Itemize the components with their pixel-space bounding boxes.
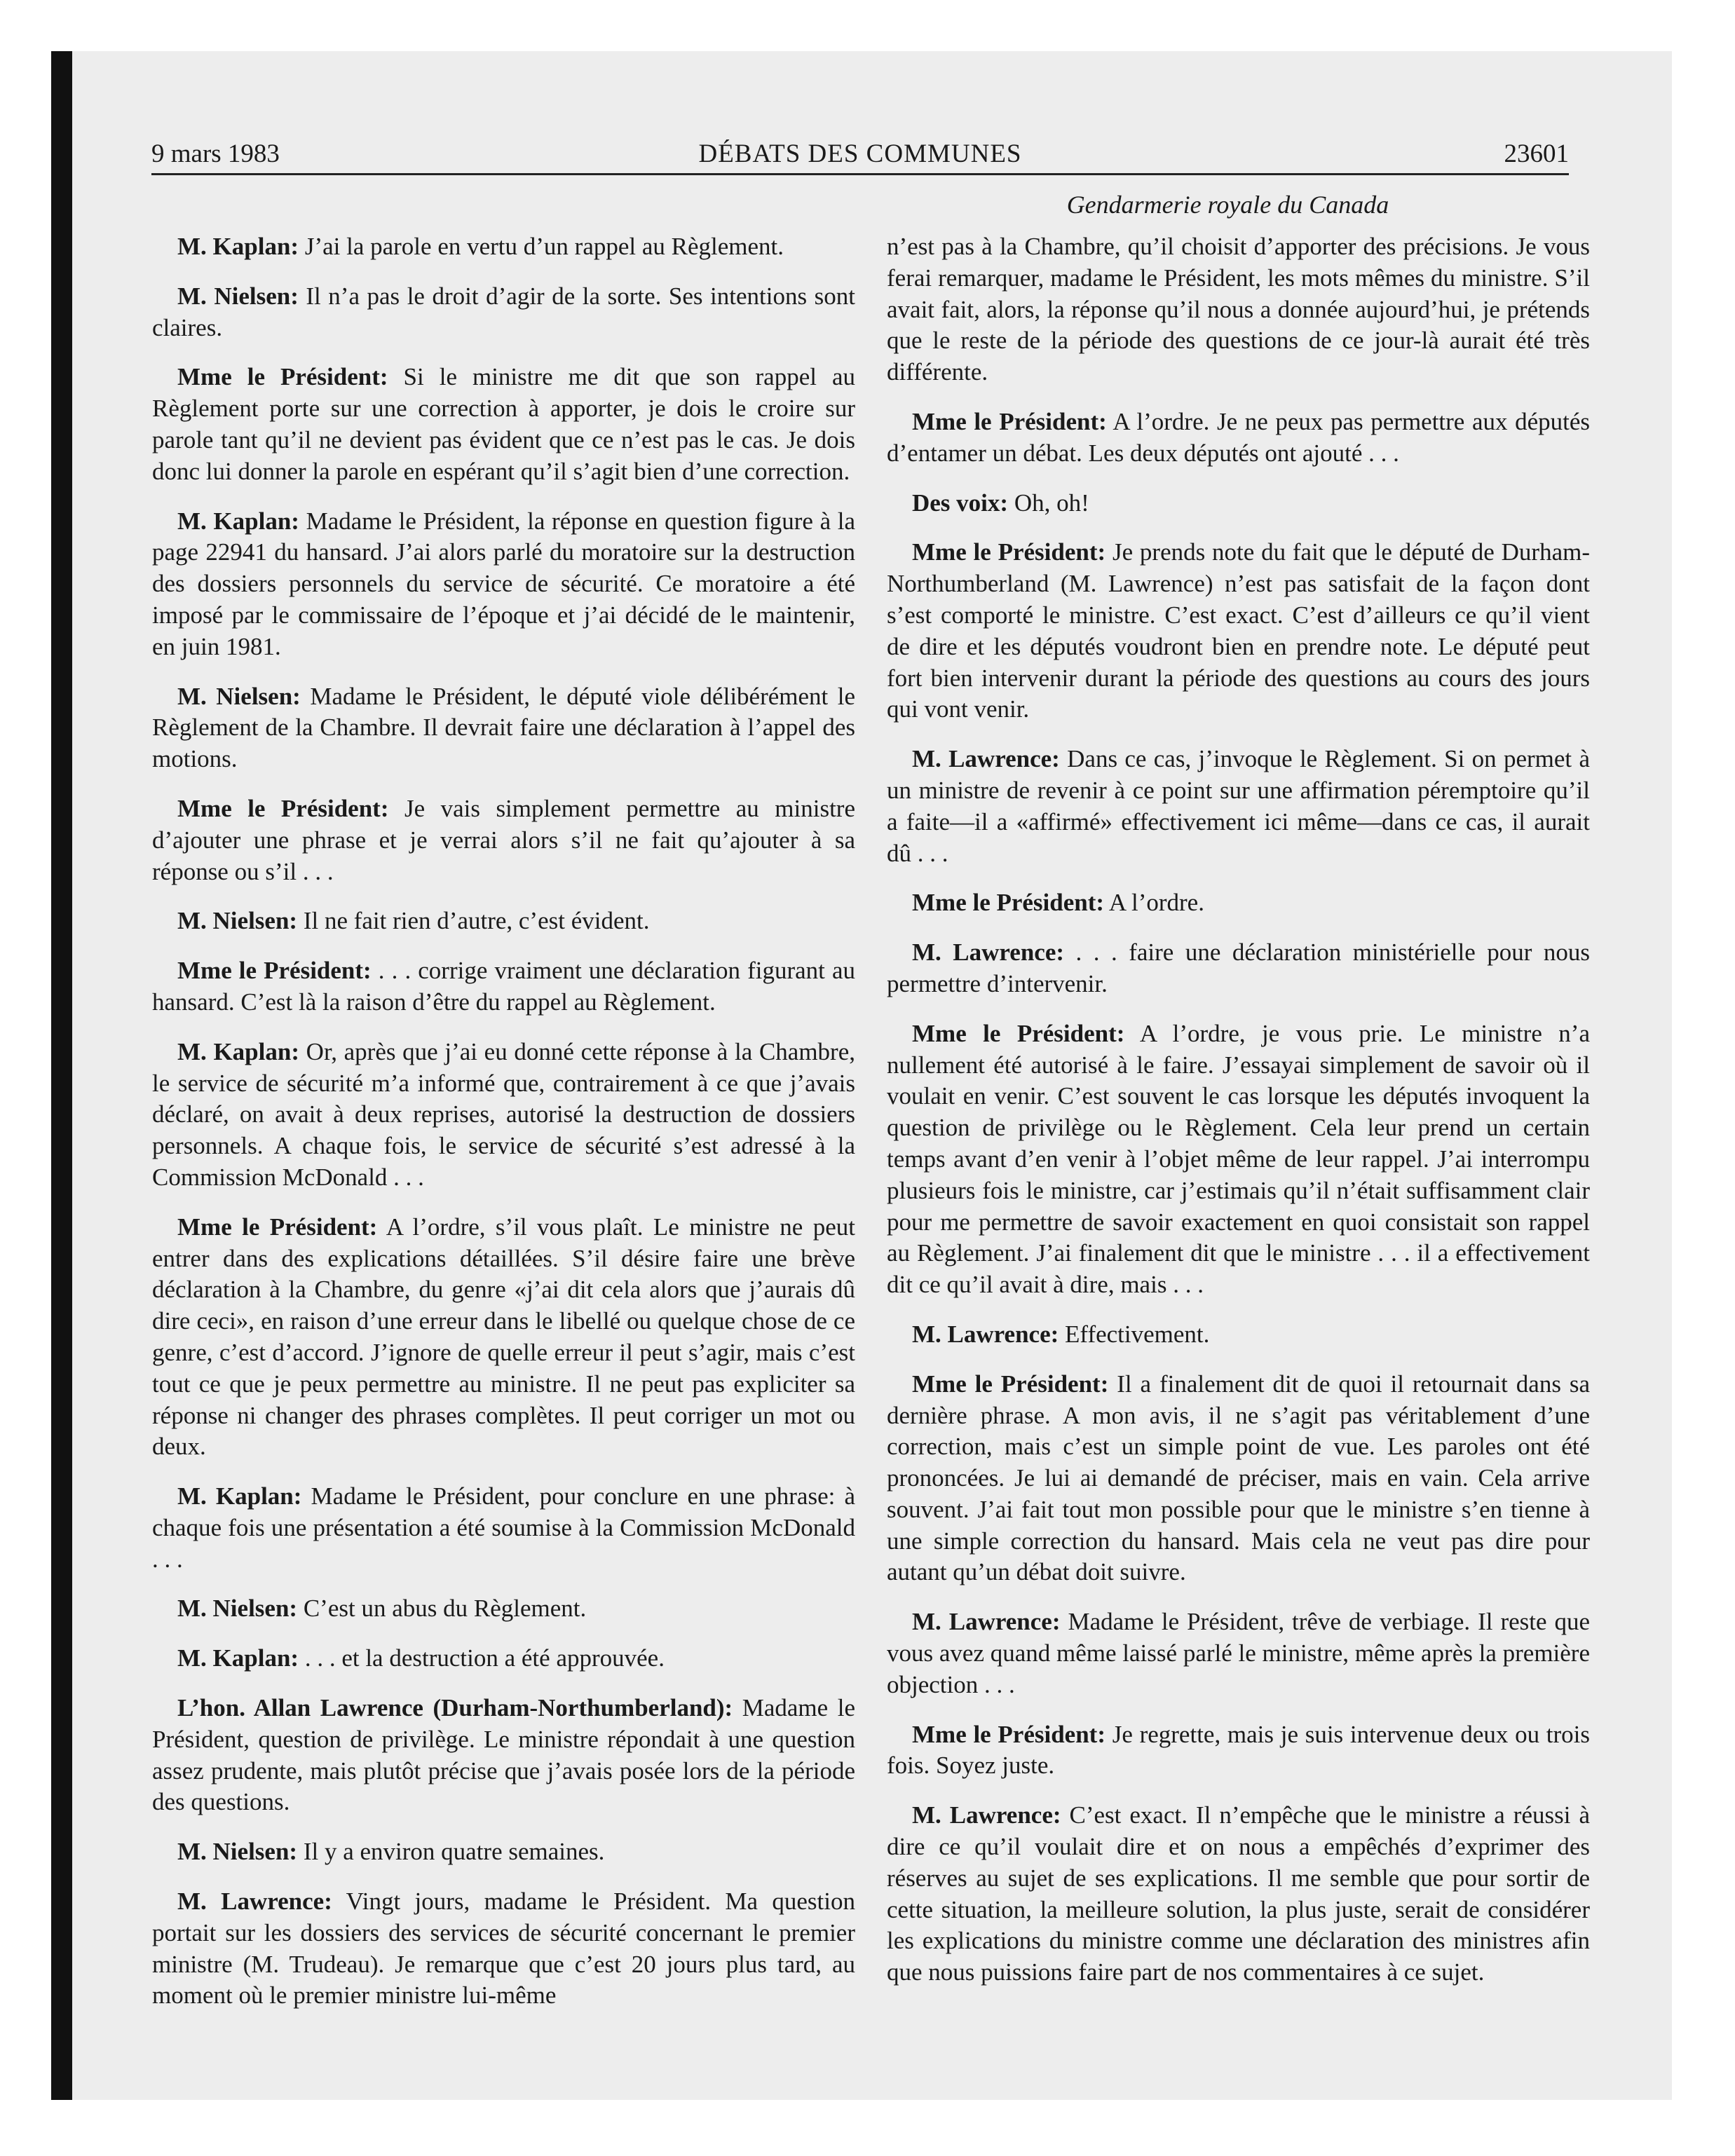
speech-paragraph — [887, 744, 1590, 869]
speaker-name: Mme le Président: — [912, 538, 1106, 566]
speech-paragraph — [152, 1836, 855, 1868]
speech-text: C’est un abus du Règlement. — [297, 1595, 587, 1623]
speech-paragraph — [887, 1018, 1590, 1301]
speech-text: Madame le Président, la réponse en question figure à la page 22941 du hansard. J’ai alors parlé du moratoire sur la destruction des dossiers personnels du service de sécurité. Ce moratoire a été imposé par le commissaire de l’époque et j’ai décidé de le maintenir, en juin 1981. — [152, 507, 855, 660]
speaker-name: Mme le Président: — [912, 407, 1107, 435]
speech-paragraph — [152, 681, 855, 775]
speech-text: Il ne fait rien d’autre, c’est évident. — [297, 907, 650, 935]
speaker-name: Mme le Président: — [912, 1720, 1105, 1748]
speech-text: Je prends note du fait que le député de Durham-Northumberland (M. Lawrence) n’est pas satisfait de la façon dont s’est comporté le ministre. C’est exact. C’est d’ailleurs ce qu’il vient de dire et les députés voudront bien en prendre note. Le député peut fort bien intervenir durant la période des questions au cours des jours qui vont venir. — [887, 538, 1590, 723]
header-rule — [151, 173, 1569, 175]
speaker-name: M. Kaplan: — [177, 1037, 299, 1065]
speech-text: . . . et la destruction a été approuvée. — [299, 1644, 665, 1672]
speech-paragraph — [152, 231, 855, 263]
right-column — [887, 231, 1590, 2007]
speaker-name: M. Nielsen: — [177, 907, 298, 935]
speech-paragraph — [887, 537, 1590, 725]
speech-text: Il a finalement dit de quoi il retournait dans sa dernière phrase. A mon avis, il ne s’agit pas véritablement d’une correction, mais c’est un simple point de vue. Les paroles ont été prononcées. Je lui ai demandé de préciser, mais en vain. Cela arrive souvent. J’ai fait tout mon possible pour que le ministre s’en tienne à une simple correction du hansard. Mais cela ne veut pas dire pour autant qu’un débat doit suivre. — [887, 1370, 1590, 1586]
speech-paragraph — [887, 1800, 1590, 1988]
speaker-name: Mme le Président: — [912, 889, 1105, 917]
speech-paragraph — [152, 1481, 855, 1575]
speech-text: Si le ministre me dit que son rappel au Règlement porte sur une correction à apporter, je dois le croire sur parole tant qu’il ne devient pas évident que ce n’est pas le cas. Je dois donc lui donner la parole en espérant qu’il s’agit bien d’une correction. — [152, 363, 855, 485]
speech-text: Effectivement. — [1059, 1320, 1210, 1348]
speech-text: Madame le Président, pour conclure en une phrase: à chaque fois une présentation a été soumise à la Commission McDonald . . . — [152, 1482, 855, 1573]
speech-text: Madame le Président, trêve de verbiage. Il reste que vous avez quand même laissé parlé le ministre, même après la première objection . . . — [887, 1608, 1590, 1698]
speaker-name: M. Kaplan: — [177, 1482, 302, 1510]
header-date: 9 mars 1983 — [151, 139, 280, 168]
speech-paragraph — [887, 1369, 1590, 1589]
publication-title: DÉBATS DES COMMUNES — [698, 139, 1022, 168]
speech-paragraph — [152, 793, 855, 887]
running-header — [151, 135, 1569, 174]
speech-paragraph — [152, 1593, 855, 1625]
speech-text: Je vais simplement permettre au ministre d’ajouter une phrase et je verrai alors s’il ne fait qu’ajouter à sa réponse ou s’il . . . — [152, 794, 855, 885]
speaker-name: Mme le Président: — [177, 957, 372, 985]
speech-text: Je regrette, mais je suis intervenue deux ou trois fois. Soyez juste. — [887, 1720, 1591, 1780]
speaker-name: M. Nielsen: — [177, 282, 299, 310]
left-column — [152, 231, 855, 2030]
speaker-name: M. Lawrence: — [912, 1320, 1059, 1348]
speech-paragraph — [887, 937, 1590, 1000]
speech-text: Madame le Président, le député viole délibérément le Règlement de la Chambre. Il devrait faire une déclaration à l’appel des motions. — [152, 682, 856, 773]
speaker-name: M. Nielsen: — [177, 1595, 298, 1623]
speech-paragraph — [152, 1212, 855, 1463]
speaker-name: M. Nielsen: — [177, 682, 301, 710]
speaker-name: Mme le Président: — [912, 1370, 1109, 1398]
speech-text: . . . faire une déclaration ministérielle pour nous permettre d’intervenir. — [887, 939, 1590, 997]
speech-text: Il n’a pas le droit d’agir de la sorte. Ses intentions sont claires. — [152, 282, 855, 341]
speech-paragraph — [887, 407, 1590, 470]
speech-text: Or, après que j’ai eu donné cette réponse à la Chambre, le service de sécurité m’a informé que, contrairement à ce que j’avais déclaré, on avait à deux reprises, autorisé la destruction de dossiers personnels. A chaque fois, le service de sécurité s’est adressé à la Commission McDonald . . . — [152, 1037, 855, 1191]
speaker-name: M. Kaplan: — [177, 1644, 299, 1672]
speech-paragraph — [887, 1719, 1590, 1782]
continued-paragraph: n’est pas à la Chambre, qu’il choisit d’apporter des précisions. Je vous ferai remarquer, madame le Président, les mots mêmes du ministre. S’il avait fait, alors, la réponse qu’il nous a donnée aujourd’hui, je prétends que le reste de la période des questions de ce jour-là aurait été très différente. — [887, 233, 1590, 386]
speech-paragraph — [887, 1319, 1590, 1351]
speech-text: A l’ordre, je vous prie. Le ministre n’a nullement été autorisé à le faire. J’essayai simplement de savoir où il voulait en venir. C’est souvent le cas lorsque les députés invoquent la question de privilège ou le Règlement. Cela leur prend un certain temps avant d’en venir à l’objet même de leur rappel. J’ai interrompu plusieurs fois le ministre, car j’estimais qu’il n’était suffisamment clair pour me permettre de savoir exactement en quoi consistait son rappel au Règlement. J’ai finalement dit que le ministre . . . il a effectivement dit ce qu’il avait à dire, mais . . . — [887, 1019, 1590, 1299]
speaker-name: Mme le Président: — [177, 794, 389, 822]
speech-text: . . . corrige vraiment une déclaration figurant au hansard. C’est là la raison d’être du rappel au Règlement. — [152, 957, 855, 1016]
speaker-name: M. Kaplan: — [177, 507, 299, 535]
speaker-name: M. Nielsen: — [177, 1838, 298, 1866]
speaker-name: Des voix: — [912, 489, 1009, 517]
speaker-name: Mme le Président: — [912, 1019, 1125, 1047]
scan-border — [51, 51, 72, 2100]
speech-text: Dans ce cas, j’invoque le Règlement. Si on permet à un ministre de revenir à ce point sur une affirmation péremptoire qu’il a faite—il a «affirmé» effectivement ici même—dans ce cas, il aurait dû . . . — [887, 745, 1590, 867]
speech-paragraph — [887, 887, 1590, 919]
speech-paragraph — [152, 1643, 855, 1674]
speech-paragraph — [152, 506, 855, 663]
speech-text: Il y a environ quatre semaines. — [297, 1838, 605, 1866]
speaker-name: L’hon. Allan Lawrence (Durham-Northumberland): — [177, 1694, 733, 1722]
speech-text: A l’ordre. Je ne peux pas permettre aux députés d’entamer un débat. Les deux députés ont ajouté . . . — [887, 407, 1590, 467]
speech-paragraph — [152, 1037, 855, 1194]
speaker-name: M. Lawrence: — [912, 1801, 1061, 1829]
speaker-name: M. Kaplan: — [177, 233, 299, 260]
page-number: 23601 — [1504, 139, 1569, 168]
speaker-name: M. Lawrence: — [912, 939, 1065, 967]
speech-text: Madame le Président, question de privilège. Le ministre répondait à une question assez prudente, mais plutôt précise que j’avais posée lors de la période des questions. — [152, 1694, 855, 1816]
speech-text: A l’ordre. — [1104, 889, 1204, 917]
speaker-name: M. Lawrence: — [912, 745, 1060, 773]
speech-text: A l’ordre, s’il vous plaît. Le ministre ne peut entrer dans des explications détaillées. S’il désire faire une brève déclaration à la Chambre, du genre «j’ai dit cela alors que j’aurais dû dire ceci», en raison d’une erreur dans le libellé ou quelque chose de ce genre, c’est d’accord. J’ignore de quelle erreur il peut s’agir, mais c’est tout ce que je peux permettre au ministre. Il ne peut pas expliciter sa réponse ni changer des phrases complètes. Il peut corriger un mot ou deux. — [152, 1213, 855, 1461]
speaker-name: M. Lawrence: — [177, 1888, 332, 1916]
speaker-name: M. Lawrence: — [912, 1608, 1061, 1636]
speech-paragraph — [152, 281, 855, 344]
speech-paragraph — [152, 955, 855, 1018]
speech-text: J’ai la parole en vertu d’un rappel au Règlement. — [299, 233, 784, 260]
speaker-name: Mme le Président: — [177, 363, 388, 391]
speech-paragraph — [887, 488, 1590, 519]
speech-paragraph — [887, 1606, 1590, 1700]
speech-paragraph — [152, 906, 855, 937]
speech-text: Oh, oh! — [1008, 489, 1089, 517]
section-heading: Gendarmerie royale du Canada — [1066, 191, 1389, 219]
speech-text: Vingt jours, madame le Président. Ma question portait sur les dossiers des services de sécurité concernant le premier ministre (M. Trudeau). Je remarque que c’est 20 jours plus tard, au moment où le premier ministre lui-même — [152, 1888, 855, 2010]
speech-paragraph — [152, 1693, 855, 1818]
speech-text: C’est exact. Il n’empêche que le ministre a réussi à dire ce qu’il voulait dire et on nous a empêchés d’exprimer des réserves au sujet de ses explications. Il me semble que pour sortir de cette situation, la meilleure solution, la plus juste, serait de considérer les explications du ministre comme une déclaration des ministres afin que nous puissions faire part de nos commentaires à ce sujet. — [887, 1801, 1590, 1986]
speaker-name: Mme le Président: — [177, 1213, 378, 1241]
speech-paragraph — [152, 362, 855, 487]
speech-paragraph — [152, 1886, 855, 2012]
